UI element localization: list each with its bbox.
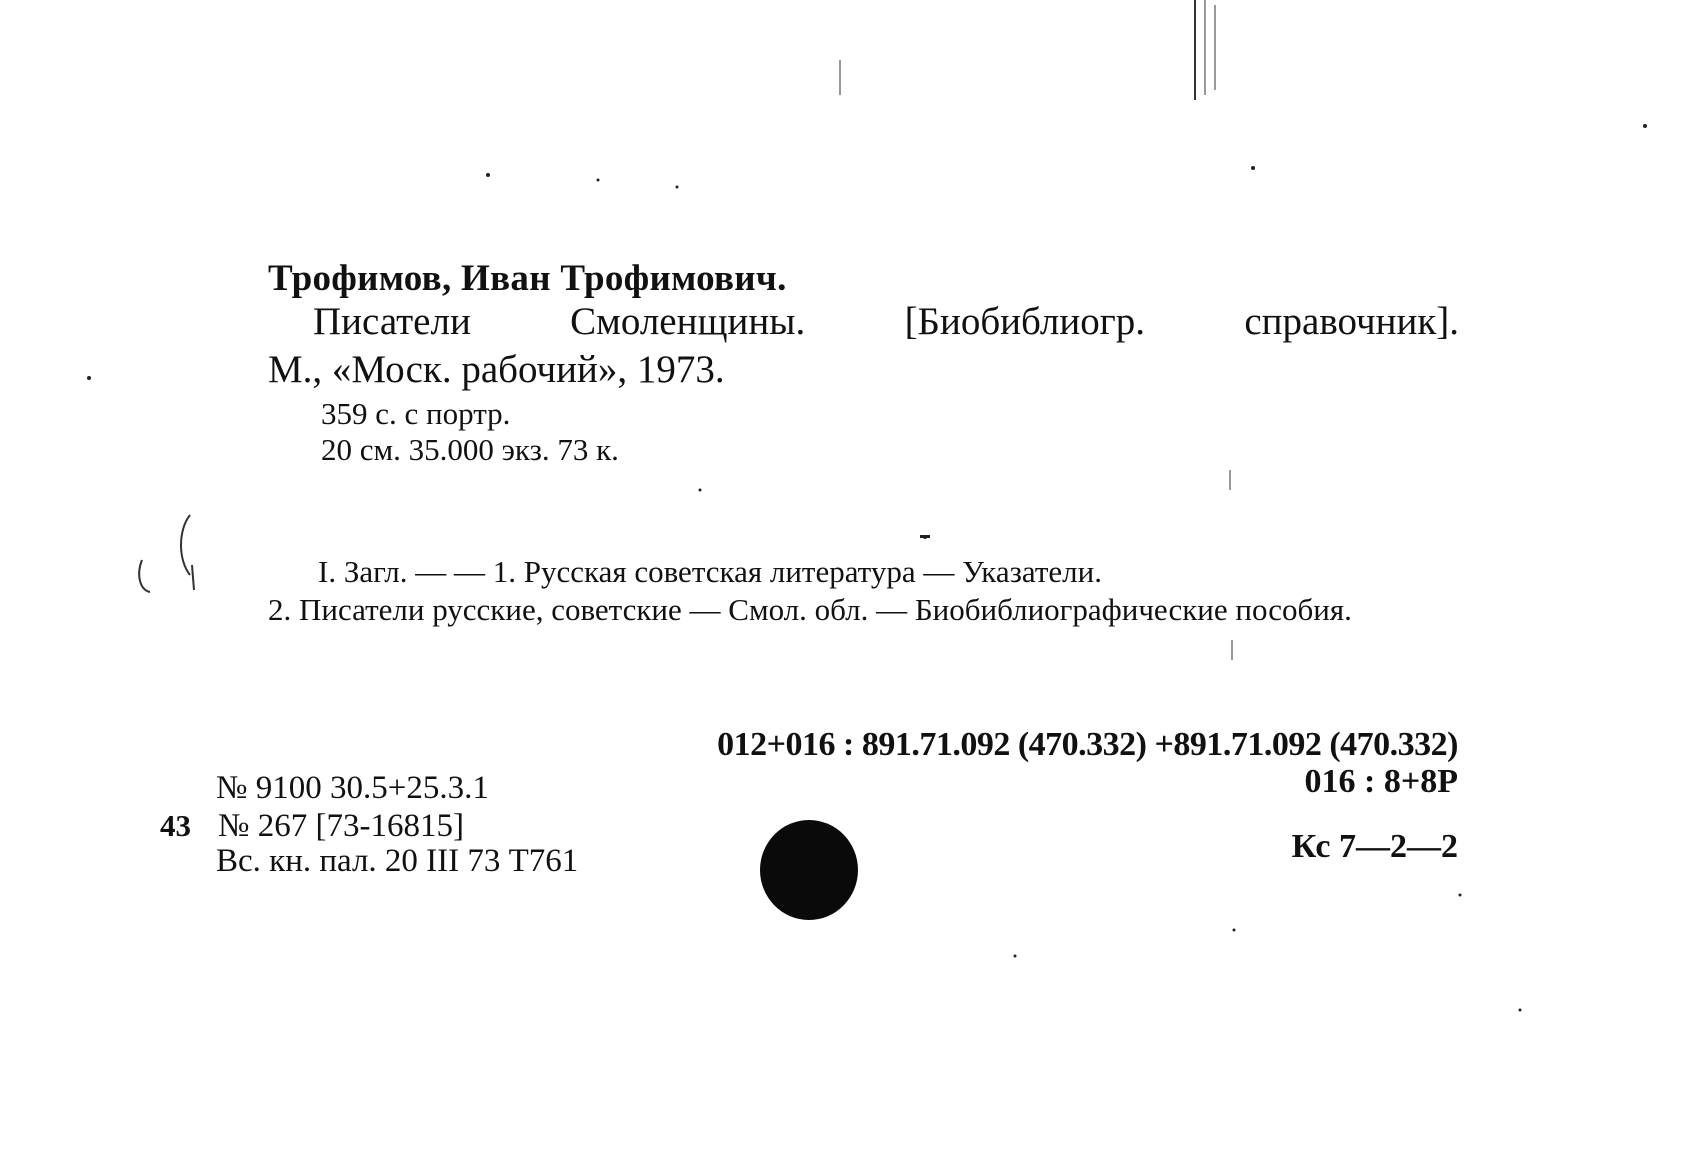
- collation-size-price: 20 см. 35.000 экз. 73 к.: [321, 432, 619, 467]
- tracings-line-1: I. Загл. — — 1. Русская советская литература — Указатели.: [318, 554, 1102, 589]
- title-word-2: Смоленщины.: [570, 300, 806, 343]
- title-word-3: [Биобиблиогр.: [904, 300, 1145, 343]
- control-number-2: № 267 [73-16815]: [218, 808, 464, 844]
- pencil-mark: [181, 515, 190, 575]
- imprint: М., «Моск. рабочий», 1973.: [268, 348, 725, 391]
- udc-classification: 012+016 : 891.71.092 (470.332) +891.71.092 (470.332): [717, 726, 1458, 763]
- card-page-number: 43: [160, 808, 191, 843]
- tracings-line-2: 2. Писатели русские, советские — Смол. обл. — Биобиблиографические пособия.: [268, 592, 1352, 627]
- control-number-1: № 9100 30.5+25.3.1: [216, 770, 489, 806]
- udc-classification-2: 016 : 8+8Р: [1304, 763, 1458, 800]
- collation-pages: 359 с. с портр.: [321, 396, 511, 431]
- kc-code: Кс 7—2—2: [1291, 828, 1458, 865]
- registration-line: Вс. кн. пал. 20 III 73 Т761: [216, 843, 579, 879]
- author-heading: Трофимов, Иван Трофимович.: [268, 258, 787, 299]
- title-word-4: справочник].: [1244, 300, 1459, 343]
- title-word-1: Писатели: [313, 300, 471, 343]
